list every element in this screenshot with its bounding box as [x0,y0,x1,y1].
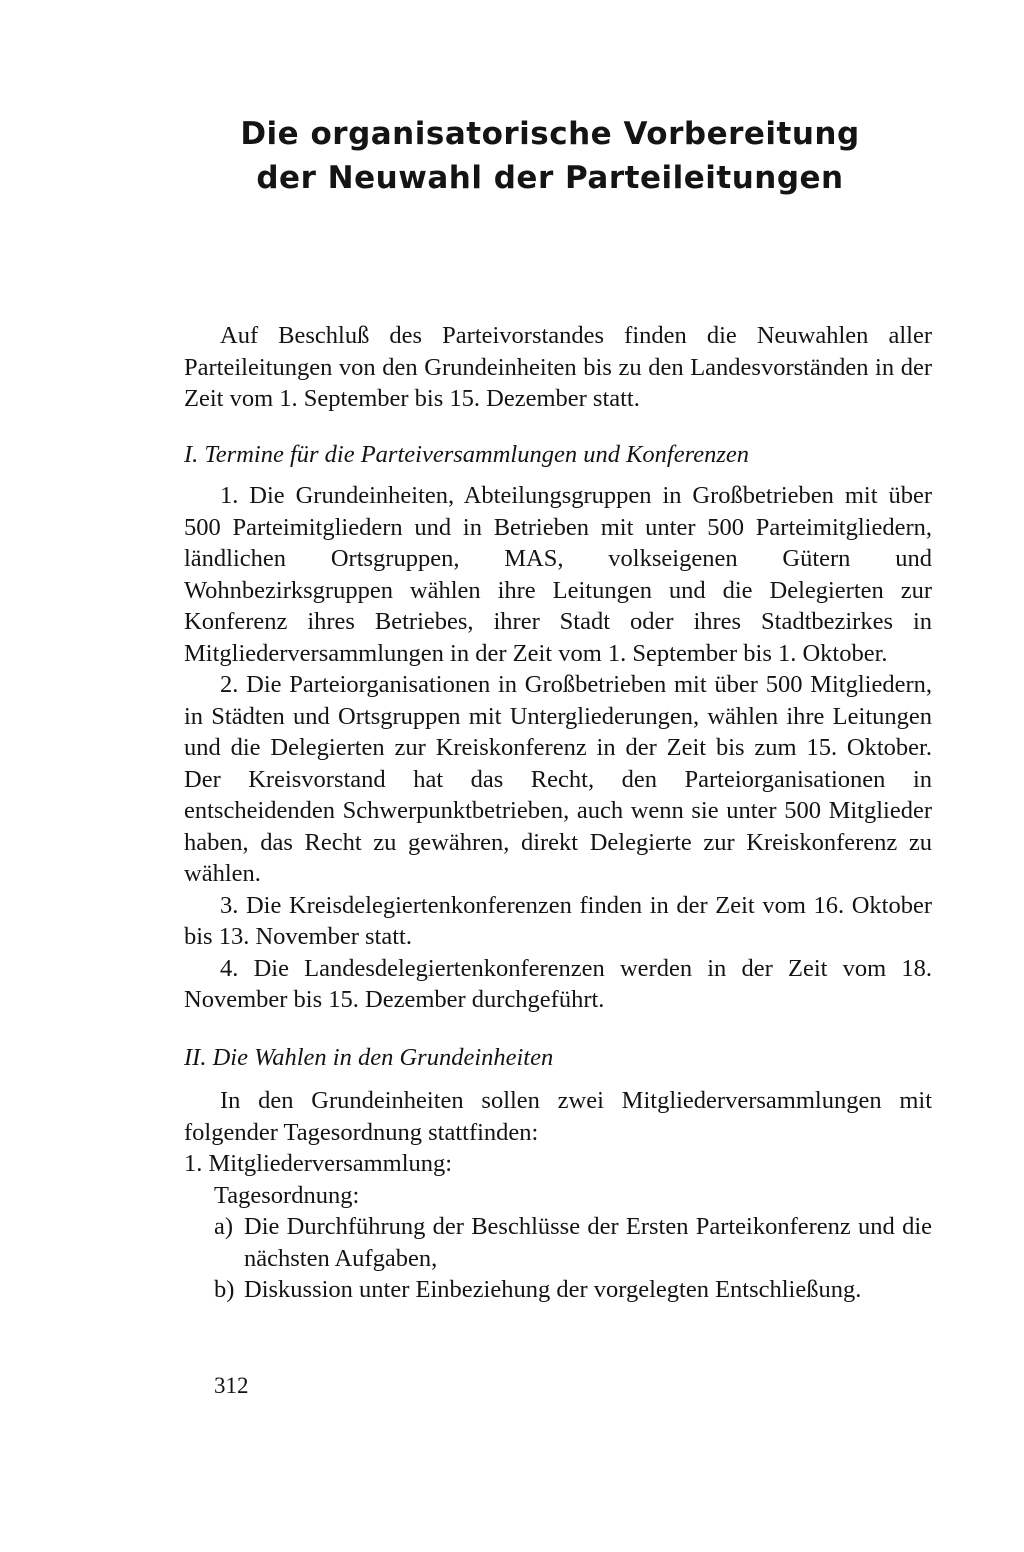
agenda-item-b-label: b) [214,1276,235,1303]
title-line-2: der Neuwahl der Parteileitungen [256,160,844,196]
agenda-item-b-text: Diskussion unter Einbeziehung der vorgelegten Entschließung. [244,1276,862,1303]
title-line-1: Die organisatorische Vorbereitung [240,116,860,152]
intro-paragraph: Auf Beschluß des Parteivorstandes finden die Neuwahlen aller Parteileitungen von den Grundeinheiten bis zu den Landesvorständen in der Zeit vom 1. September bis 15. Dezember statt. [184,322,932,412]
agenda-item-a-label: a) [214,1213,234,1240]
section-1-heading: I. Termine für die Parteiversammlungen und Konferenzen [184,440,750,468]
section-1-item-4: 4. Die Landesdelegiertenkonferenzen werden in der Zeit vom 18. November bis 15. Dezember durchgeführt. [184,954,932,1013]
agenda-item-b [184,1274,932,1306]
agenda-label: Tagesordnung: [214,1181,360,1209]
agenda-item-a [184,1211,932,1274]
section-1-item-3: 3. Die Kreisdelegiertenkonferenzen finden in der Zeit vom 16. Oktober bis 13. November statt. [184,891,932,950]
list-item-1: 1. Mitgliederversammlung: [184,1150,453,1177]
page-title [180,112,920,200]
section-1-item-1: 1. Die Grundeinheiten, Abteilungsgruppen in Großbetrieben mit über 500 Parteimitgliedern und in Betrieben mit unter 500 Parteimitgliedern, ländlichen Ortsgruppen, MAS, volkseigenen Gütern und Wohnbezirksgruppen wählen ihre Leitungen und die Delegierten zur Konferenz ihres Betriebes, ihrer Stadt oder ihres Stadtbezirkes in Mitgliederversammlungen in der Zeit vom 1. September bis 1. Oktober. [184,482,932,667]
section-2-heading: II. Die Wahlen in den Grundeinheiten [184,1043,554,1071]
agenda-item-a-text: Die Durchführung der Beschlüsse der Ersten Parteikonferenz und die nächsten Aufgaben, [244,1213,932,1272]
section-1-item-2: 2. Die Parteiorganisationen in Großbetrieben mit über 500 Mitgliedern, in Städten und Ortsgruppen mit Untergliederungen, wählen ihre Leitungen und die Delegierten zur Kreiskonferenz in der Zeit bis zum 15. Oktober. Der Kreisvorstand hat das Recht, den Parteiorganisationen in entscheidenden Schwerpunktbetrieben, auch wenn sie unter 500 Mitglieder haben, das Recht zu gewähren, direkt Delegierte zur Kreiskonferenz zu wählen. [184,671,932,887]
page-number: 312 [214,1373,249,1398]
body-text [184,320,932,1306]
section-2-intro: In den Grundeinheiten sollen zwei Mitgliederversammlungen mit folgender Tagesordnung stattfinden: [184,1087,932,1146]
